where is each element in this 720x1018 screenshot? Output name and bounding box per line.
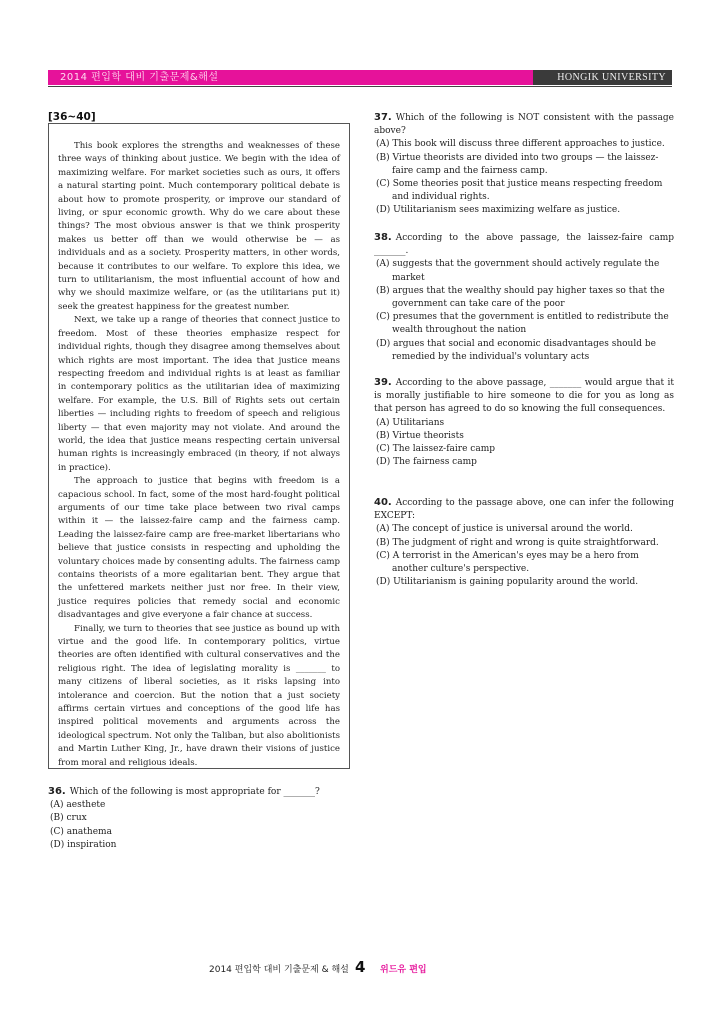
question-stem xyxy=(374,111,674,138)
question-text: Which of the following is NOT consistent with the passage above? xyxy=(374,113,674,137)
option-c[interactable]: (C) A terrorist in the American's eyes may be a hero from another culture's perspective. xyxy=(376,550,639,575)
reading-passage xyxy=(48,123,350,769)
question-stem xyxy=(374,496,674,523)
question-36 xyxy=(48,785,350,852)
option-a[interactable]: (A) Utilitarians xyxy=(376,417,445,428)
question-number: 36. xyxy=(48,786,66,797)
question-number: 38. xyxy=(374,232,392,243)
option-c[interactable]: (C) presumes that the government is entitled to redistribute the wealth throughout the nation xyxy=(376,312,669,336)
option-c[interactable]: (C) The laissez-faire camp xyxy=(376,444,495,455)
footer-brand: 위드유 편입 xyxy=(380,965,427,975)
header-title-bar xyxy=(48,70,533,85)
option-d[interactable]: (D) Utilitarianism sees maximizing welfare as justice. xyxy=(376,205,621,216)
header-rule xyxy=(48,86,672,87)
option-b[interactable]: (B) crux xyxy=(50,813,87,824)
page-footer xyxy=(0,958,720,978)
question-40 xyxy=(374,496,674,589)
section-label: [36~40] xyxy=(48,111,96,123)
option-a[interactable]: (A) suggests that the government should actively regulate the market xyxy=(376,259,660,283)
option-b[interactable]: (B) The judgment of right and wrong is quite straightforward. xyxy=(376,537,659,548)
header-left-title: 2014 편입학 대비 기출문제&해설 xyxy=(60,72,219,83)
option-d[interactable]: (D) Utilitarianism is gaining popularity around the world. xyxy=(376,577,639,588)
passage-paragraph-4: Finally, we turn to theories that see justice as bound up with virtue and the good life. In contemporary politics, virtue theories are often identified with cultural conservatives and the religious right. The idea of legislating morality is _______ to many citizens of liberal societies, as it risks lapsing into intolerance and coercion. But the notion that a just society affirms certain virtues and conceptions of the good life has inspired political movements and arguments across the ideological spectrum. Not only the Taliban, but also abolitionists and Martin Luther King, Jr., have drawn their visions of justice from moral and religious ideals. xyxy=(58,623,340,768)
option-b[interactable]: (B) Virtue theorists are divided into two groups — the laissez-faire camp and the fairness camp. xyxy=(376,152,659,176)
option-d[interactable]: (D) inspiration xyxy=(50,839,117,850)
question-text: According to the above passage, _______ would argue that it is morally justifiable to hire someone to die for you as long as that person has agreed to do so knowing the full consequences. xyxy=(374,378,674,415)
passage-paragraph-1: This book explores the strengths and weaknesses of these three ways of thinking about justice. We begin with the idea of maximizing welfare. For market societies such as ours, it offers a natural starting point. Much contemporary political debate is about how to promote prosperity, or improve our standard of living, or spur economic growth. Why do we care about these things? The most obvious answer is that we think prosperity makes us better off than we would otherwise be — as individuals and as a society. Prosperity matters, in other words, because it contributes to our welfare. To explore this idea, we turn to utilitarianism, the most influential account of how and why we should maximize welfare, or (as the utilitarians put it) seek the greatest happiness for the greatest number. xyxy=(58,141,340,312)
header-university-bar xyxy=(533,70,672,85)
question-text: Which of the following is most appropriate for _______? xyxy=(69,787,320,797)
page-number: 4 xyxy=(355,958,366,976)
question-stem xyxy=(48,785,350,799)
question-number: 39. xyxy=(374,377,392,388)
page-header xyxy=(48,70,672,85)
question-38 xyxy=(374,231,674,364)
question-39 xyxy=(374,376,674,469)
option-a[interactable]: (A) aesthete xyxy=(50,800,106,811)
passage-paragraph-2: Next, we take up a range of theories that connect justice to freedom. Most of these theories emphasize respect for individual rights, though they disagree among themselves about which rights are most important. The idea that justice means respecting freedom and individual rights is at least as familiar in contemporary politics as the utilitarian idea of maximizing welfare. For example, the U.S. Bill of Rights sets out certain liberties — including rights to freedom of speech and religious liberty — that even majority may not violate. And around the world, the idea that justice means respecting certain universal human rights is increasingly embraced (in theory, if not always in practice). xyxy=(58,315,340,473)
passage-paragraph-3: The approach to justice that begins with freedom is a capacious school. In fact, some of the most hard-fought political arguments of our time take place between two rival camps within it — the laissez-faire camp and the fairness camp. Leading the laissez-faire camp are free-market libertarians who believe that justice consists in respecting and upholding the voluntary choices made by consenting adults. The fairness camp contains theorists of a more egalitarian bent. They argue that the unfettered markets neither just nor free. In their view, justice requires policies that remedy social and economic disadvantages and give everyone a fair chance at success. xyxy=(58,476,340,621)
footer-title: 2014 편입학 대비 기출문제 & 해설 xyxy=(209,965,349,975)
question-text: According to the above passage, the laissez-faire camp _______. xyxy=(374,233,674,257)
question-number: 37. xyxy=(374,112,392,123)
question-stem xyxy=(374,231,674,258)
question-number: 40. xyxy=(374,497,392,508)
option-b[interactable]: (B) Virtue theorists xyxy=(376,430,464,441)
option-b[interactable]: (B) argues that the wealthy should pay higher taxes so that the government can take care of the poor xyxy=(376,285,665,310)
question-text: According to the passage above, one can infer the following EXCEPT: xyxy=(374,498,674,522)
question-stem xyxy=(374,376,674,417)
option-a[interactable]: (A) This book will discuss three different approaches to justice. xyxy=(376,139,665,150)
option-d[interactable]: (D) argues that social and economic disadvantages should be remedied by the individual's voluntary acts xyxy=(376,338,656,362)
question-37 xyxy=(374,111,674,218)
header-right-title: HONGIK UNIVERSITY xyxy=(557,72,666,83)
option-c[interactable]: (C) Some theories posit that justice means respecting freedom and individual rights. xyxy=(376,179,663,203)
option-a[interactable]: (A) The concept of justice is universal around the world. xyxy=(376,524,633,535)
option-d[interactable]: (D) The fairness camp xyxy=(376,457,477,468)
option-c[interactable]: (C) anathema xyxy=(50,826,112,837)
